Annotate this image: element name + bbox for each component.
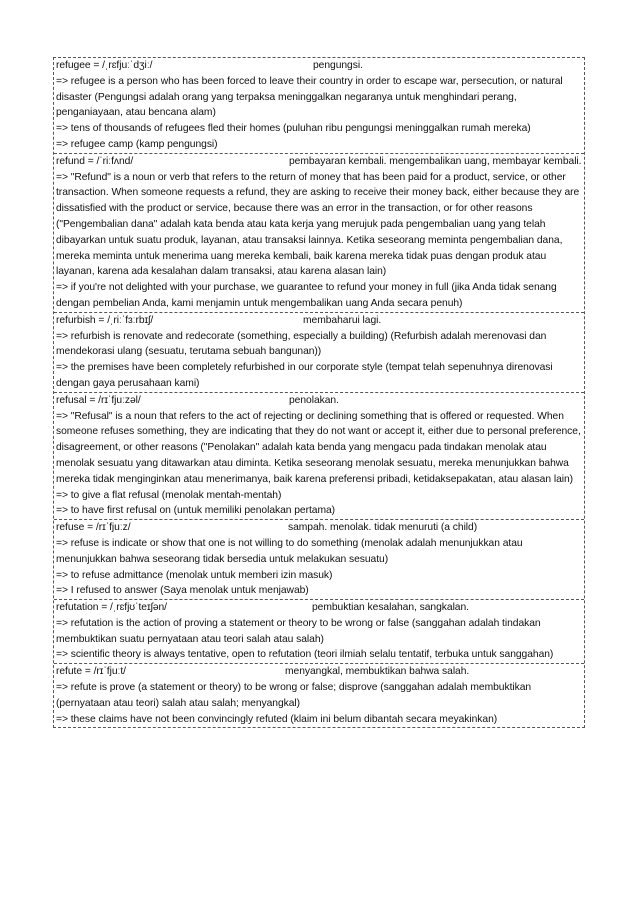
- entry-line: => refute is prove (a statement or theory) to be wrong or false; disprove (sanggahan adalah membuktikan (pernyataan atau teori) salah atau salah; menyangkal): [56, 682, 532, 709]
- entry-head: [56, 664, 582, 680]
- entry-term: refurbish = /ˌriːˈfɜːrbɪʃ/: [56, 314, 154, 326]
- entry-translation: penolakan.: [289, 394, 339, 406]
- entry-line: => refugee camp (kamp pengungsi): [56, 138, 218, 150]
- entry-line: => "Refusal" is a noun that refers to the act of rejecting or declining something that is offered or requested. When someone refuses something, they are indicating that they do not want or accept it, either due to personal preference, disagreement, or other reasons ("Penolakan" adalah kata benda yang mengacu pada tindakan menolak atau menolak sesuatu yang ditawarkan atau diminta. Ketika seseorang menolak sesuatu, mereka menunjukkan bahwa mereka tidak menginginkan atau menerimanya, baik karena preferensi pribadi, ketidaksepakatan, atau alasan lain): [56, 410, 581, 485]
- entry-line: => the premises have been completely refurbished in our corporate style (tempat telah sepenuhnya direnovasi dengan gaya perusahaan kami): [56, 362, 553, 389]
- entry-term: refusal = /rɪˈfjuːzəl/: [56, 394, 141, 406]
- entry-line: => "Refund" is a noun or verb that refers to the return of money that has been paid for a product, service, or other transaction. When someone requests a refund, they are asking to receive their money back, either because they are dissatisfied with the product or service, because there was an error in the transaction, or for other reasons ("Pengembalian dana" adalah kata benda atau kata kerja yang merujuk pada pengembalian uang yang telah dibayarkan untuk suatu produk, layanan, atau transaksi lainnya. Ketika seseorang meminta pengembalian dana, mereka meminta untuk menerima uang mereka kembali, baik karena mereka tidak puas dengan produk atau layanan, karena ada kesalahan dalam transaksi, atau karena alasan lain): [56, 171, 580, 278]
- entry-translation: pengungsi.: [313, 60, 363, 71]
- entry-term: refuse = /rɪˈfjuːz/: [56, 522, 131, 534]
- entry-line: => to give a flat refusal (menolak mentah-mentah): [56, 489, 282, 501]
- entry-line: => refuse is indicate or show that one is not willing to do something (menolak adalah menunjukkan atau menunjukkan bahwa seseorang tidak bersedia untuk melakukan sesuatu): [56, 537, 523, 565]
- entry-refugee: [54, 58, 584, 153]
- entry-refund: [54, 153, 584, 312]
- entry-line: => tens of thousands of refugees fled their homes (puluhan ribu pengungsi meninggalkan rumah mereka): [56, 123, 531, 135]
- entry-translation: pembayaran kembali. mengembalikan uang, membayar kembali.: [289, 155, 582, 167]
- entry-term: refute = /rɪˈfjuːt/: [56, 666, 126, 678]
- entry-translation: pembuktian kesalahan, sangkalan.: [312, 602, 469, 614]
- entry-head: [56, 58, 582, 74]
- entry-line: => to refuse admittance (menolak untuk memberi izin masuk): [56, 569, 333, 581]
- entry-line: => scientific theory is always tentative, open to refutation (teori ilmiah selalu tentatif, terbuka untuk sanggahan): [56, 649, 554, 661]
- entry-head: [56, 154, 582, 170]
- entry-head: [56, 520, 582, 536]
- entry-line: => refutation is the action of proving a statement or theory to be wrong or false (sanggahan adalah tindakan membuktikan suatu pernyataan atau teori salah atau salah): [56, 617, 541, 645]
- entry-refutation: [54, 599, 584, 663]
- entry-translation: sampah. menolak. tidak menuruti (a child): [288, 522, 478, 534]
- entry-head: [56, 600, 582, 616]
- entry-line: => refugee is a person who has been forced to leave their country in order to escape war, persecution, or natural disaster (Pengungsi adalah orang yang terpaksa meninggalkan negaranya untuk menghindari perang, penganiayaan, atau bencana alam): [56, 75, 563, 119]
- entry-refusal: [54, 392, 584, 519]
- entry-term: refutation = /ˌrɛfjʊˈteɪʃən/: [56, 602, 167, 614]
- entry-line: => I refused to answer (Saya menolak untuk menjawab): [56, 585, 309, 597]
- entry-line: => if you're not delighted with your purchase, we guarantee to refund your money in full (jika Anda tidak senang dengan pembelian Anda, kami menjamin untuk mengembalikan uang Anda secara penuh): [56, 282, 557, 309]
- entry-term: refugee = /ˌrɛfjuːˈdʒiː/: [56, 60, 153, 71]
- entry-line: => refurbish is renovate and redecorate (something, especially a building) (Refurbish adalah merenovasi dan mendekorasi ulang (sesuatu, terutama sebuah bangunan)): [56, 330, 547, 358]
- vocabulary-document: [53, 57, 585, 728]
- entry-line: => to have first refusal on (untuk memiliki penolakan pertama): [56, 505, 336, 517]
- entry-head: [56, 393, 582, 409]
- entry-line: => these claims have not been convincingly refuted (klaim ini belum dibantah secara meyakinkan): [56, 713, 498, 725]
- entry-refute: [54, 663, 584, 727]
- entry-translation: membaharui lagi.: [303, 314, 382, 326]
- entry-refurbish: [54, 312, 584, 392]
- entry-head: [56, 313, 582, 329]
- entry-translation: menyangkal, membuktikan bahwa salah.: [285, 666, 470, 678]
- entry-refuse: [54, 519, 584, 599]
- entry-term: refund = /ˈriːfʌnd/: [56, 155, 134, 167]
